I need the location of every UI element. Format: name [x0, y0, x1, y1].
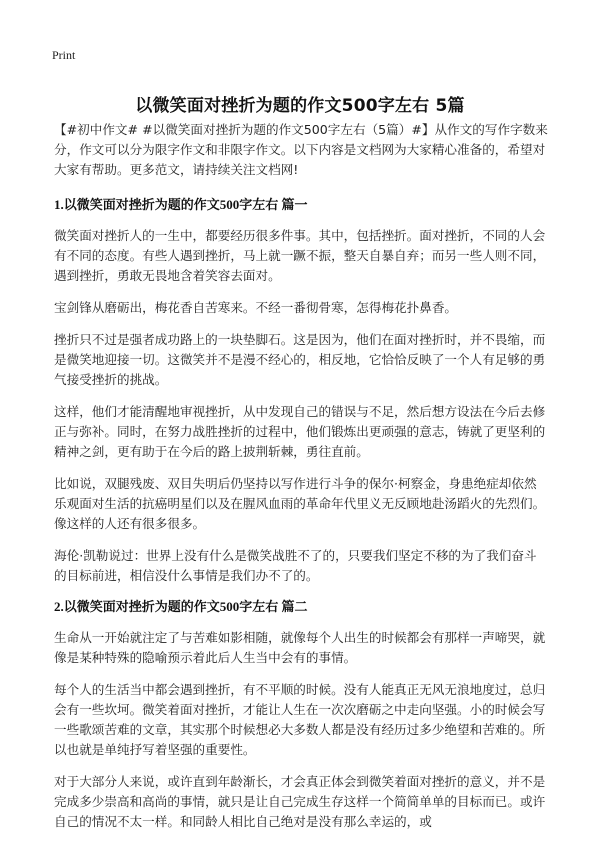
- paragraph: 挫折只不过是强者成功路上的一块垫脚石。这是因为，他们在面对挫折时，并不畏缩，而是微笑地迎接一切。这微笑并不是漫不经心的，相反地，它恰恰反映了一个人有足够的勇气接受挫折的挑战。: [54, 332, 546, 387]
- paragraph: 宝剑锋从磨砺出，梅花香自苦寒来。不经一番彻骨寒，怎得梅花扑鼻香。: [54, 300, 457, 315]
- section-2: [54, 598, 548, 832]
- document-body: [54, 120, 548, 844]
- paragraph: 每个人的生活当中都会遇到挫折，有不平顺的时候。没有人能真正无风无浪地度过，总归会有一些坎坷。微笑着面对挫折，才能让人生在一次次磨砺之中走向坚强。小的时候会写一些歌颂苦难的文章，其实那个时候想必大多数人都是没有经历过多少绝望和苦难的。所以也就是单纯抒写着坚强的重要性。: [54, 682, 546, 757]
- section-heading: 1.以微笑面对挫折为题的作文500字左右 篇一: [54, 197, 308, 212]
- paragraph: 海伦·凯勒说过：世界上没有什么是微笑战胜不了的，只要我们坚定不移的为了我们奋斗的目标前进，相信没什么事情是我们办不了的。: [54, 548, 537, 583]
- section-1: [54, 196, 548, 586]
- print-link[interactable]: Print: [52, 48, 76, 62]
- paragraph: 这样，他们才能清醒地审视挫折，从中发现自己的错误与不足，然后想方设法在今后去修正与弥补。同时，在努力战胜挫折的过程中，他们锻炼出更顽强的意志，铸就了更坚利的精神之剑，更有助于在今后的路上披荆斩棘，勇往直前。: [54, 404, 546, 459]
- paragraph: 对于大部分人来说，或许直到年龄渐长，才会真正体会到微笑着面对挫折的意义，并不是完成多少崇高和高尚的事情，就只是让自己完成生存这样一个简简单单的目标而已。或许自己的情况不太一样。和同龄人相比自己绝对是没有那么幸运的，或: [54, 774, 546, 829]
- paragraph: 微笑面对挫折人的一生中，都要经历很多件事。其中，包括挫折。面对挫折，不同的人会有不同的态度。有些人遇到挫折，马上就一蹶不振，整天自暴自弃；而另一些人则不同，遇到挫折，勇敢无畏地含着笑容去面对。: [54, 228, 546, 283]
- document-title: 以微笑面对挫折为题的作文500字左右 5篇: [135, 96, 465, 117]
- paragraph: 生命从一开始就注定了与苦难如影相随，就像每个人出生的时候都会有那样一声啼哭，就像是某种特殊的隐喻预示着此后人生当中会有的事情。: [54, 630, 546, 665]
- intro-paragraph: 【#初中作文# #以微笑面对挫折为题的作文500字左右（5篇）#】从作文的写作字数来分，作文可以分为限字作文和非限字作文。以下内容是文档网为大家精心准备的，希望对大家有帮助。更多范文，请持续关注文档网!: [54, 122, 548, 177]
- paragraph: 比如说，双腿残废、双目失明后仍坚持以写作进行斗争的保尔·柯察金，身患绝症却依然乐观面对生活的抗癌明星们以及在腥风血雨的革命年代里义无反顾地赴汤蹈火的先烈们。像这样的人还有很多很多。: [54, 476, 546, 531]
- section-heading: 2.以微笑面对挫折为题的作文500字左右 篇二: [54, 599, 308, 614]
